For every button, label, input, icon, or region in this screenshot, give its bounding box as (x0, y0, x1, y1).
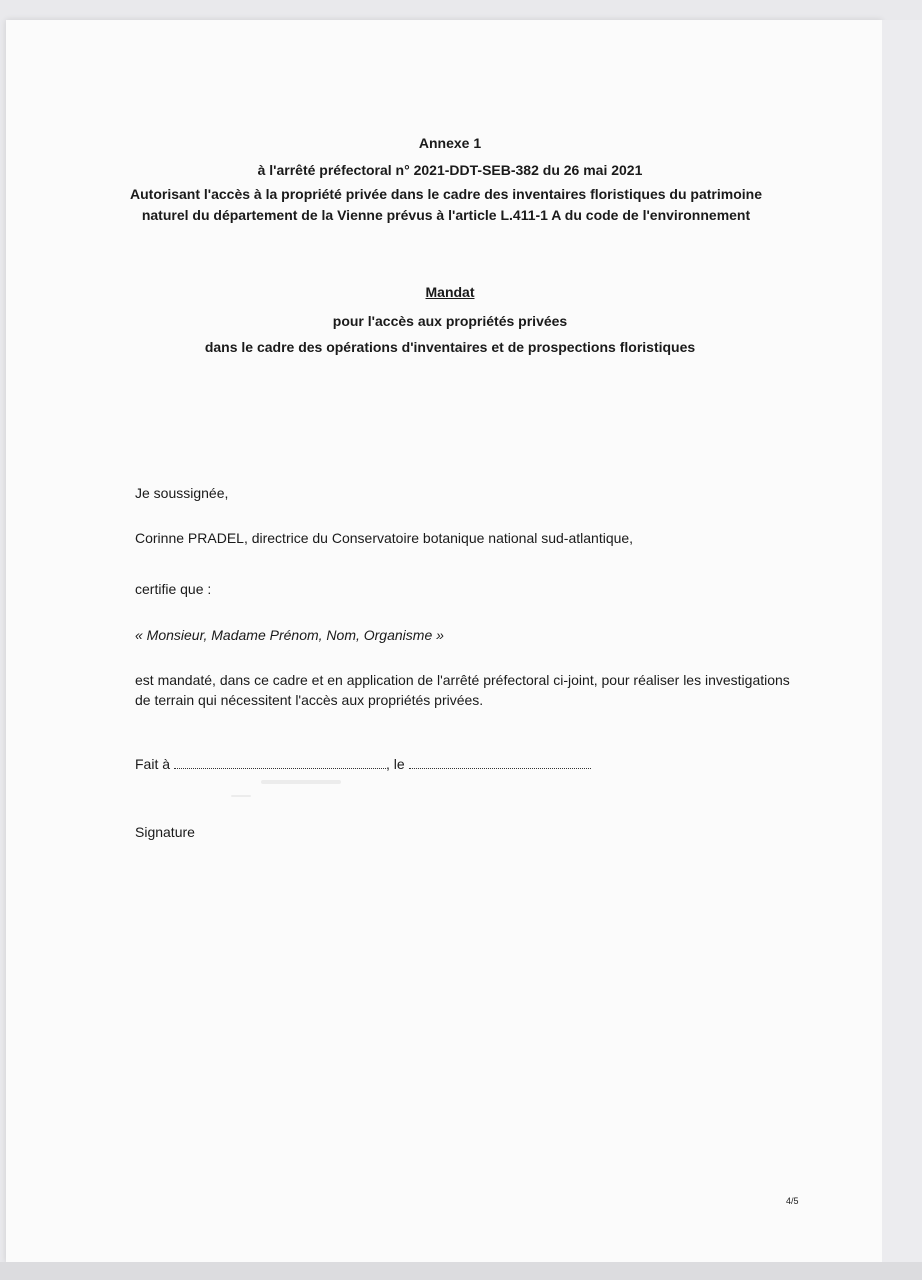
mandate-statement: est mandaté, dans ce cadre et en application de l'arrêté préfectoral ci-joint, pour réaliser les investigations de terrain qui nécessitent l'accès aux propriétés privées. (135, 672, 790, 708)
background-edge (0, 1262, 922, 1280)
certify-line: certifie que : (135, 581, 212, 597)
page-number: 4/5 (786, 1196, 799, 1206)
scan-smudge (231, 795, 251, 797)
authorization-text: Autorisant l'accès à la propriété privée dans le cadre des inventaires floristiques du patrimoine naturel du département de la Vienne prévus à l'article L.411-1 A du code de l'environnement (130, 186, 762, 223)
mandate-subtitle-2: dans le cadre des opérations d'inventaires et de prospections floristiques (204, 339, 696, 355)
decree-reference: à l'arrêté préfectoral n° 2021-DDT-SEB-382 du 26 mai 2021 (257, 162, 643, 178)
scan-smudge (261, 780, 341, 784)
mandate-title-text: Mandat (425, 284, 475, 300)
background-edge (882, 20, 922, 1262)
mandate-title (12, 282, 888, 302)
place-blank (174, 756, 386, 769)
signature-label: Signature (135, 824, 195, 840)
place-label: Fait à (135, 756, 171, 772)
document-page (6, 20, 882, 1262)
undersigned-line: Je soussignée, (135, 485, 229, 501)
place-date-line (135, 754, 591, 774)
date-label: , le (386, 756, 405, 772)
mandatee-placeholder: « Monsieur, Madame Prénom, Nom, Organisme » (135, 627, 444, 643)
annex-title: Annexe 1 (418, 135, 482, 151)
signatory-line: Corinne PRADEL, directrice du Conservatoire botanique national sud-atlantique, (135, 530, 634, 546)
mandate-subtitle-1: pour l'accès aux propriétés privées (332, 313, 568, 329)
date-blank (409, 756, 591, 769)
